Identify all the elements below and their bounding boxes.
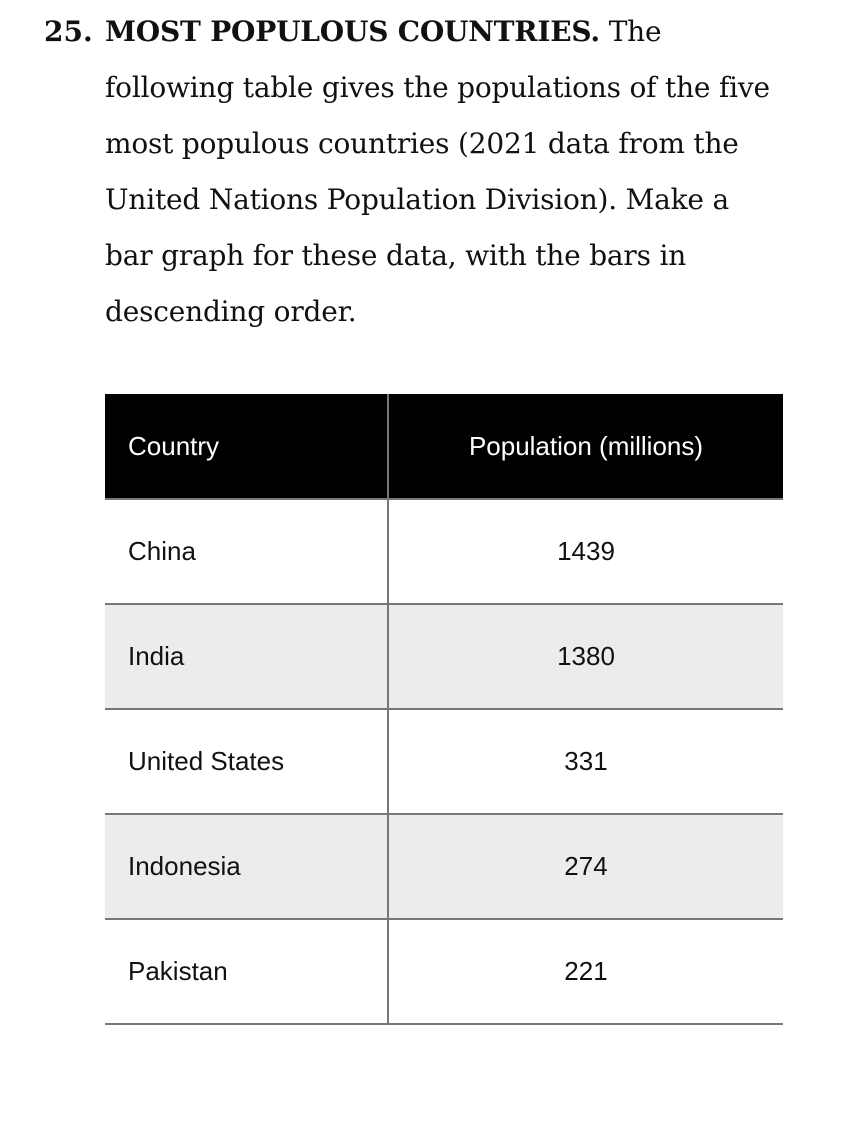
cell-country: India: [105, 604, 388, 709]
table-row: [105, 919, 783, 1024]
table-row: [105, 499, 783, 604]
population-table: [105, 394, 783, 1025]
problem-block: [44, 4, 784, 340]
table-row: [105, 604, 783, 709]
cell-population: 1380: [388, 604, 783, 709]
header-population: Population (millions): [388, 394, 783, 499]
problem-number: 25.: [44, 15, 93, 48]
cell-population: 331: [388, 709, 783, 814]
cell-country: United States: [105, 709, 388, 814]
table-header-row: [105, 394, 783, 499]
problem-title: MOST POPULOUS COUNTRIES.: [105, 15, 600, 48]
header-country: Country: [105, 394, 388, 499]
cell-country: Pakistan: [105, 919, 388, 1024]
table-row: [105, 709, 783, 814]
cell-population: 274: [388, 814, 783, 919]
problem-text: The following table gives the populations of the five most populous countries (2021 data from the United Nations Population Division). Make a bar graph for these data, with the bars in descending order.: [105, 15, 770, 328]
table-row: [105, 814, 783, 919]
cell-country: Indonesia: [105, 814, 388, 919]
cell-population: 1439: [388, 499, 783, 604]
problem-body: [105, 4, 784, 340]
cell-country: China: [105, 499, 388, 604]
cell-population: 221: [388, 919, 783, 1024]
